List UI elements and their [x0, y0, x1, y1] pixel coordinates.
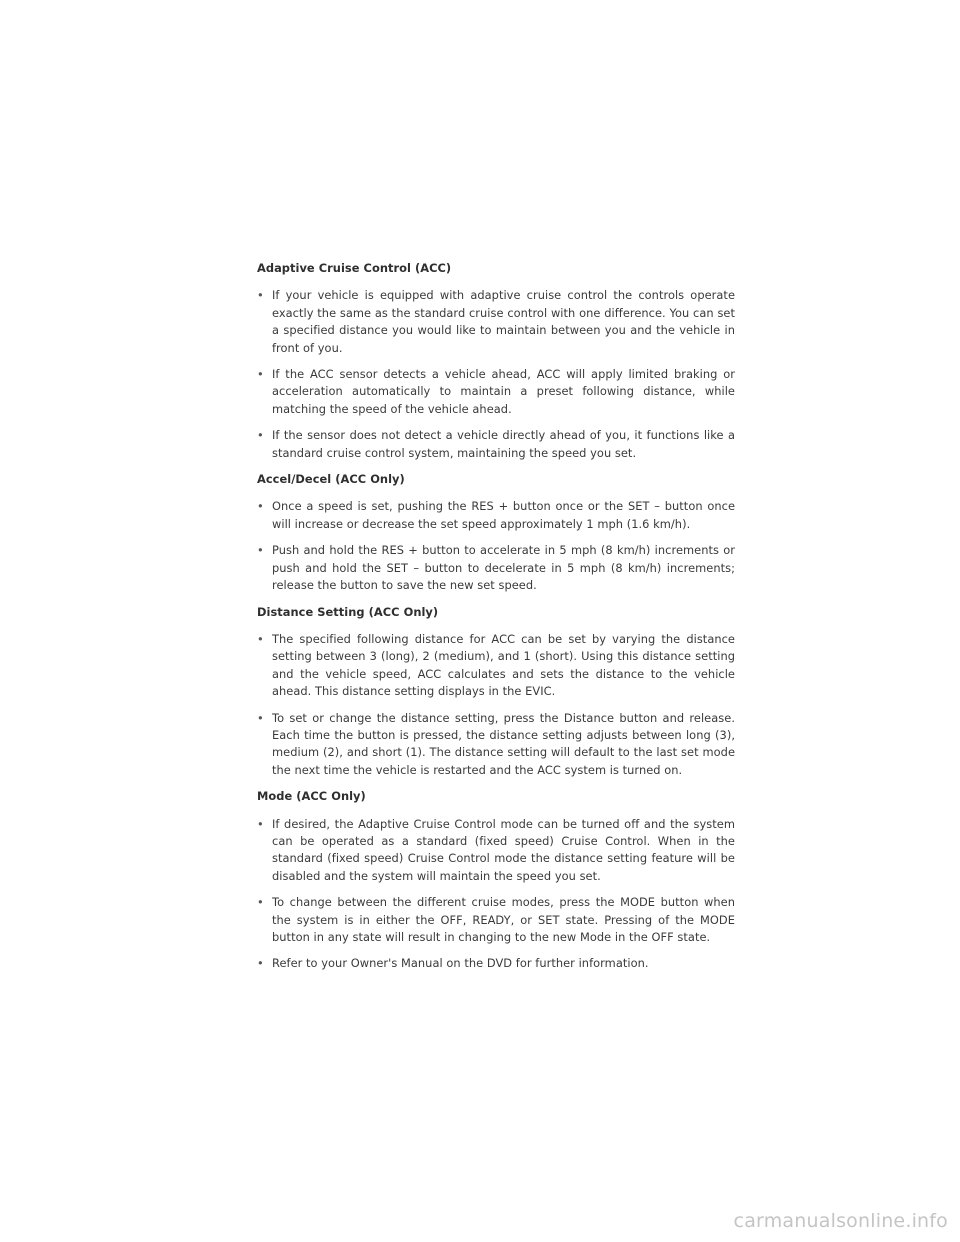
list-item: • The specified following distance for ACC can be set by varying the distance setting between 3 (long), 2 (medium), and 1 (short). Using this distance setting and the vehicle speed, ACC calculates and sets the distance to the vehicle ahead. This distance setting displays in the EVIC.: [257, 631, 735, 701]
list-item: • Push and hold the RES + button to accelerate in 5 mph (8 km/h) increments or push and hold the SET – button to decelerate in 5 mph (8 km/h) increments; release the button to save the new set speed.: [257, 542, 735, 594]
section-heading: Accel/Decel (ACC Only): [257, 472, 405, 487]
list-item: • Once a speed is set, pushing the RES + button once or the SET – button once will increase or decrease the set speed approximately 1 mph (1.6 km/h).: [257, 498, 735, 533]
section-distance-setting: [257, 604, 735, 780]
list-item: • If the ACC sensor detects a vehicle ahead, ACC will apply limited braking or acceleration automatically to maintain a preset following distance, while matching the speed of the vehicle ahead.: [257, 366, 735, 418]
section-mode: [257, 788, 735, 973]
list-item: • If your vehicle is equipped with adaptive cruise control the controls operate exactly the same as the standard cruise control with one difference. You can set a specified distance you would like to maintain between you and the vehicle in front of you.: [257, 287, 735, 357]
bullet-list: [257, 816, 735, 973]
list-item: • Refer to your Owner's Manual on the DVD for further information.: [257, 955, 735, 972]
list-item: • To set or change the distance setting, press the Distance button and release. Each time the button is pressed, the distance setting adjusts between long (3), medium (2), and short (1). The distance setting will default to the last set mode the next time the vehicle is restarted and the ACC system is turned on.: [257, 710, 735, 780]
section-heading: Distance Setting (ACC Only): [257, 604, 439, 619]
section-heading: Adaptive Cruise Control (ACC): [257, 261, 452, 275]
section-accel-decel: [257, 471, 735, 594]
bullet-list: [257, 287, 735, 462]
bullet-list: [257, 498, 735, 594]
list-item: • If the sensor does not detect a vehicle directly ahead of you, it functions like a standard cruise control system, maintaining the speed you set.: [257, 427, 735, 462]
watermark: carmanualsonline.info: [733, 1210, 948, 1232]
page-content: [257, 260, 735, 982]
bullet-list: [257, 631, 735, 779]
section-heading: Mode (ACC Only): [257, 789, 366, 804]
section-adaptive-cruise-control: [257, 260, 735, 462]
list-item: • If desired, the Adaptive Cruise Control mode can be turned off and the system can be operated as a standard (fixed speed) Cruise Control. When in the standard (fixed speed) Cruise Control mode the distance setting feature will be disabled and the system will maintain the speed you set.: [257, 816, 735, 886]
list-item: • To change between the different cruise modes, press the MODE button when the system is in either the OFF, READY, or SET state. Pressing of the MODE button in any state will result in changing to the new Mode in the OFF state.: [257, 894, 735, 946]
